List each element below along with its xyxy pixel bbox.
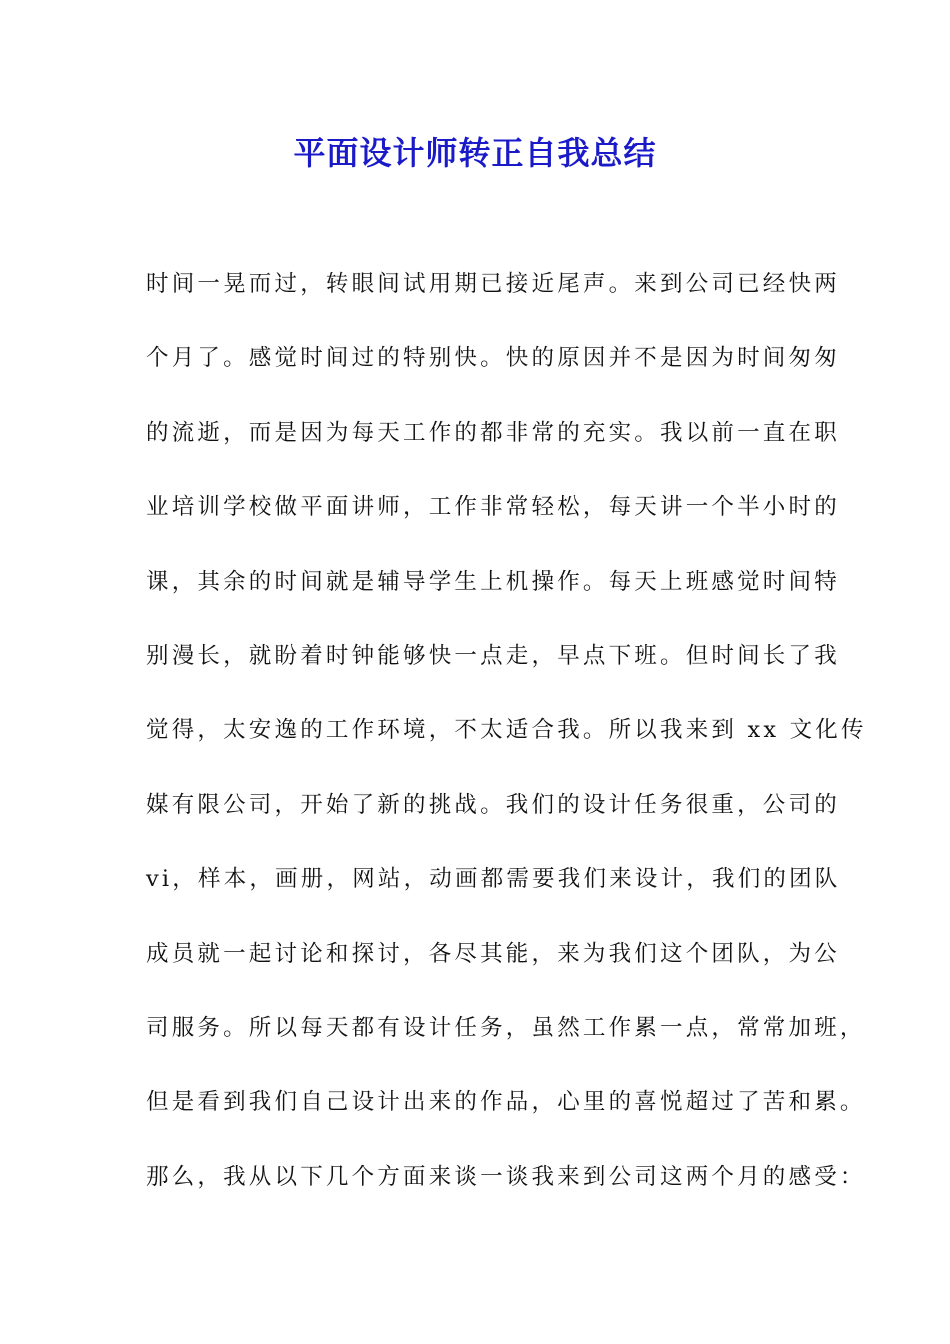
document-title: 平面设计师转正自我总结 bbox=[293, 134, 657, 172]
text-line: 业培训学校做平面讲师，工作非常轻松，每天讲一个半小时的 bbox=[146, 494, 840, 521]
text-line: 个月了。感觉时间过的特别快。快的原因并不是因为时间匆匆 bbox=[146, 345, 840, 372]
text-line: 但是看到我们自己设计出来的作品，心里的喜悦超过了苦和累。 bbox=[146, 1089, 866, 1116]
text-line: 别漫长，就盼着时钟能够快一点走，早点下班。但时间长了我 bbox=[146, 642, 840, 669]
text-line: 那么，我从以下几个方面来谈一谈我来到公司这两个月的感受： bbox=[146, 1163, 866, 1190]
text-line: 的流逝，而是因为每天工作的都非常的充实。我以前一直在职 bbox=[146, 419, 840, 446]
body-paragraph bbox=[146, 264, 867, 1231]
text-line: 媒有限公司，开始了新的挑战。我们的设计任务很重，公司的 bbox=[146, 791, 840, 818]
text-line: 司服务。所以每天都有设计任务，虽然工作累一点，常常加班， bbox=[146, 1014, 866, 1041]
text-line: vi，样本，画册，网站，动画都需要我们来设计，我们的团队 bbox=[146, 866, 841, 893]
text-line: 成员就一起讨论和探讨，各尽其能，来为我们这个团队，为公 bbox=[146, 940, 840, 967]
text-line: 课，其余的时间就是辅导学生上机操作。每天上班感觉时间特 bbox=[146, 568, 840, 595]
text-line: 时间一晃而过，转眼间试用期已接近尾声。来到公司已经快两 bbox=[146, 271, 840, 297]
text-line: 觉得，太安逸的工作环境，不太适合我。所以我来到 xx 文化传 bbox=[146, 717, 867, 744]
